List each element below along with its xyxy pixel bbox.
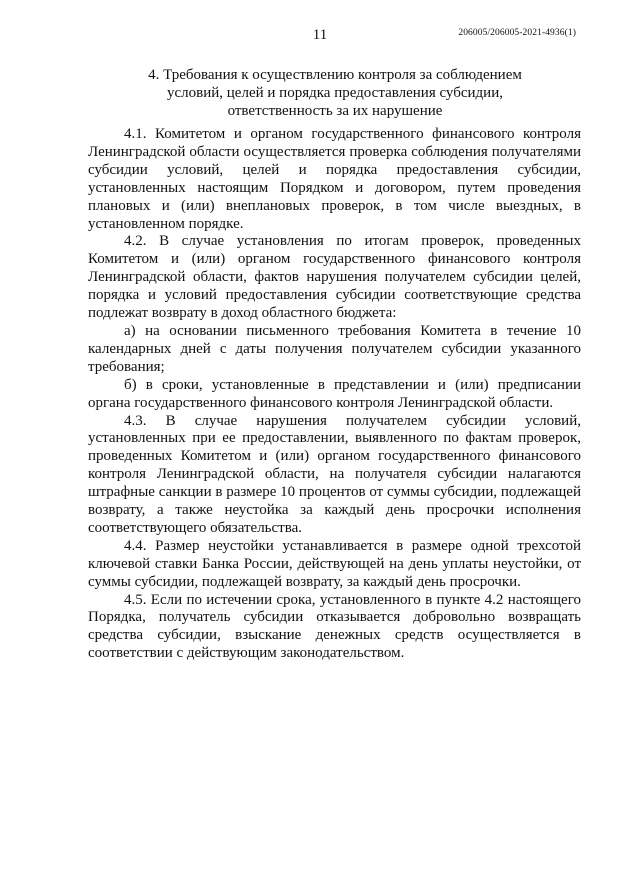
subparagraph-a: а) на основании письменного требования Комитета в течение 10 календарных дней с даты получения получателем субсидии указанного требования;	[88, 322, 581, 375]
paragraph-4-2: 4.2. В случае установления по итогам проверок, проведенных Комитетом и (или) органом государственного финансового контроля Ленинградской области, фактов нарушения получателем субсидии целей, порядка и условий предоставления субсидии соответствующие средства подлежат возврату в доход областного бюджета:	[88, 233, 581, 322]
subparagraph-b: б) в сроки, установленные в представлении и (или) предписании органа государственного финансового контроля Ленинградской области.	[88, 376, 581, 411]
page-number: 11	[312, 27, 328, 43]
section-title-line: ответственность за их нарушение	[227, 103, 443, 119]
section-title-line: 4. Требования к осуществлению контроля за соблюдением	[148, 67, 522, 83]
paragraph-4-5: 4.5. Если по истечении срока, установленного в пункте 4.2 настоящего Порядка, получатель субсидии отказывается добровольно возвращать средства субсидии, взыскание денежных средств осуществляется в соответствии с действующим законодательством.	[88, 591, 581, 662]
paragraph-4-4: 4.4. Размер неустойки устанавливается в размере одной трехсотой ключевой ставки Банка России, действующей на день уплаты неустойки, от суммы субсидии, подлежащей возврату, за каждый день просрочки.	[88, 537, 581, 590]
section-body	[88, 126, 581, 663]
document-id: 206005/206005-2021-4936(1)	[458, 28, 576, 38]
paragraph-4-1: 4.1. Комитетом и органом государственного финансового контроля Ленинградской области осуществляется проверка соблюдения получателями субсидии условий, целей и порядка предоставления субсидии, установленных настоящим Порядком и договором, путем проведения плановых и (или) внеплановых проверок, в том числе выездных, в установленном порядке.	[88, 126, 581, 232]
section-title-line: условий, целей и порядка предоставления субсидии,	[167, 85, 503, 101]
paragraph-4-3: 4.3. В случае нарушения получателем субсидии условий, установленных при ее предоставлении, выявленного по фактам проверок, проведенных Комитетом и (или) органом государственного финансового контроля Ленинградской области, на получателя субсидии налагаются штрафные санкции в размере 10 процентов от суммы субсидии, подлежащей возврату, а также неустойка за каждый день просрочки исполнения соответствующего обязательства.	[88, 412, 581, 536]
section-title	[90, 66, 580, 120]
